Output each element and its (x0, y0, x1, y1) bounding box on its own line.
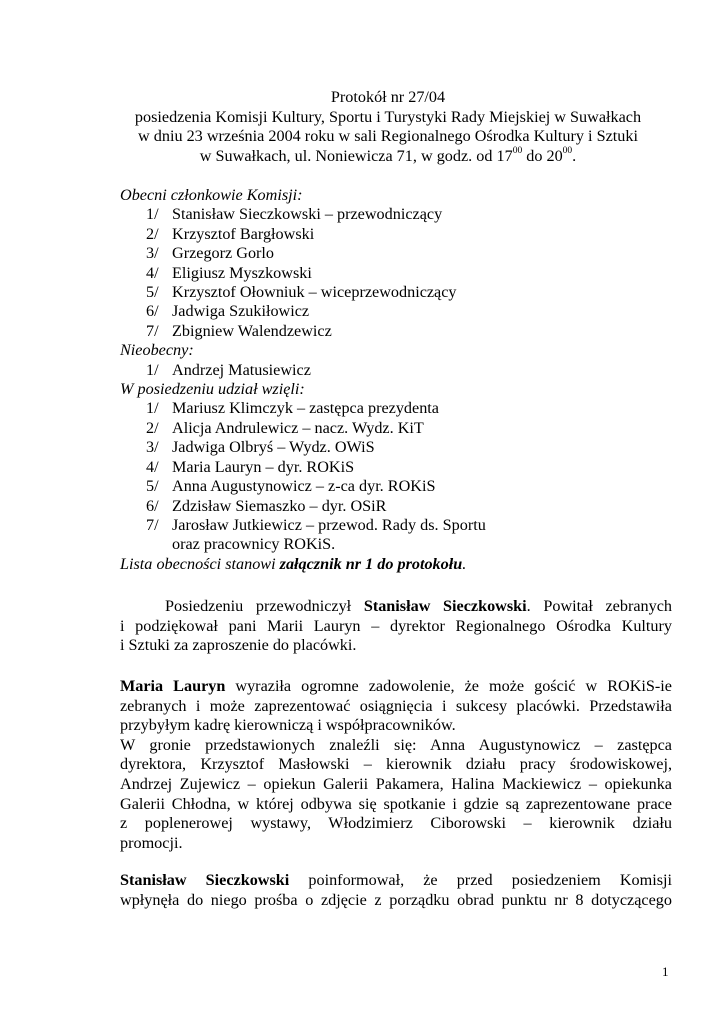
paragraph-maria-lauryn (120, 677, 672, 853)
list-item: 6/ Zdzisław Siemaszko – dyr. OSiR (146, 496, 387, 515)
paragraph-sieczkowski (120, 871, 672, 910)
paragraph-line: i podziękował pani Marii Lauryn – dyrektor Regionalnego Ośrodka Kultury (120, 616, 672, 635)
paragraph-line: Andrzej Zujewicz – opiekun Galerii Pakamera, Halina Mackiewicz – opiekunka (120, 774, 672, 793)
list-item: 1/ Mariusz Klimczyk – zastępca prezydenta (146, 399, 439, 418)
paragraph-line: Posiedzeniu przewodniczył Stanisław Sieczkowski. Powitał zebranych (165, 597, 672, 615)
list-item: 4/ Eligiusz Myszkowski (146, 263, 312, 282)
list-item: 4/ Maria Lauryn – dyr. ROKiS (146, 457, 355, 476)
paragraph-line: Stanisław Sieczkowski poinformował, że przed posiedzeniem Komisji (120, 871, 672, 889)
paragraph-line: przybyłym kadrę kierowniczą i współpracowników. (120, 716, 456, 735)
paragraph-line: dyrektora, Krzysztof Masłowski – kierownik działu pracy środowiskowej, (120, 755, 672, 774)
list-item: 3/ Grzegorz Gorlo (146, 244, 275, 263)
list-item: 5/ Anna Augustynowicz – z-ca dyr. ROKiS (146, 477, 436, 496)
members-title: Obecni członkowie Komisji: (120, 186, 303, 204)
list-item: 5/ Krzysztof Ołowniuk – wiceprzewodniczący (146, 283, 457, 302)
list-item: 7/ Jarosław Jutkiewicz – przewod. Rady ds. Sportu (146, 515, 486, 534)
list-item: 7/ Zbigniew Walendzewicz (146, 321, 332, 340)
participants-title: W posiedzeniu udział wzięli: (120, 380, 305, 399)
header-line-4: w Suwałkach, ul. Noniewicza 71, w godz. od $17^{00}$ do $20^{00}$. (199, 146, 577, 165)
list-item: 1/ Stanisław Sieczkowski – przewodniczący (146, 205, 443, 224)
header-line-2: posiedzenia Komisji Kultury, Sportu i Turystyki Rady Miejskiej w Suwałkach (134, 107, 642, 126)
attendance-lists (120, 186, 700, 574)
page-number: 1 (662, 964, 669, 979)
paragraph-line: wpłynęła do niego prośba o zdjęcie z porządku obrad punktu nr 8 dotyczącego (120, 890, 672, 909)
participants-continuation: oraz pracownicy ROKiS. (172, 535, 336, 554)
document-header (100, 88, 676, 166)
paragraph-line: z poplenerowej wystawy, Włodzimierz Ciborowski – kierownik działu (120, 814, 672, 833)
paragraph-line: Galerii Chłodna, w której odbywa się spotkanie i gdzie są zaprezentowane prace (120, 794, 672, 813)
absent-title: Nieobecny: (120, 341, 194, 360)
protocol-title: Protokół nr 27/04 (330, 88, 446, 106)
list-item: 1/ Andrzej Matusiewicz (146, 360, 311, 379)
header-line-3: w dniu 23 września 2004 roku w sali Regionalnego Ośrodka Kultury i Sztuki (138, 127, 638, 145)
list-item: 3/ Jadwiga Olbryś – Wydz. OWiS (146, 438, 375, 457)
paragraph-line: promocji. (120, 833, 183, 852)
paragraph-opening (120, 597, 672, 656)
list-item: 6/ Jadwiga Szukiłowicz (146, 302, 310, 321)
paragraph-line: W gronie przedstawionych znaleźli się: Anna Augustynowicz – zastępca (120, 735, 672, 754)
attendance-note: Lista obecności stanowi załącznik nr 1 do protokołu. (120, 554, 467, 573)
paragraph-line: Maria Lauryn wyraziła ogromne zadowolenie, że może gościć w ROKiS-ie (120, 677, 672, 695)
paragraph-line: zebranych i może zaprezentować osiągnięcia i sukcesy placówki. Przedstawiła (120, 696, 672, 715)
list-item: 2/ Krzysztof Bargłowski (146, 224, 315, 243)
list-item: 2/ Alicja Andrulewicz – nacz. Wydz. KiT (146, 418, 424, 437)
paragraph-line: i Sztuki za zaproszenie do placówki. (120, 636, 357, 655)
